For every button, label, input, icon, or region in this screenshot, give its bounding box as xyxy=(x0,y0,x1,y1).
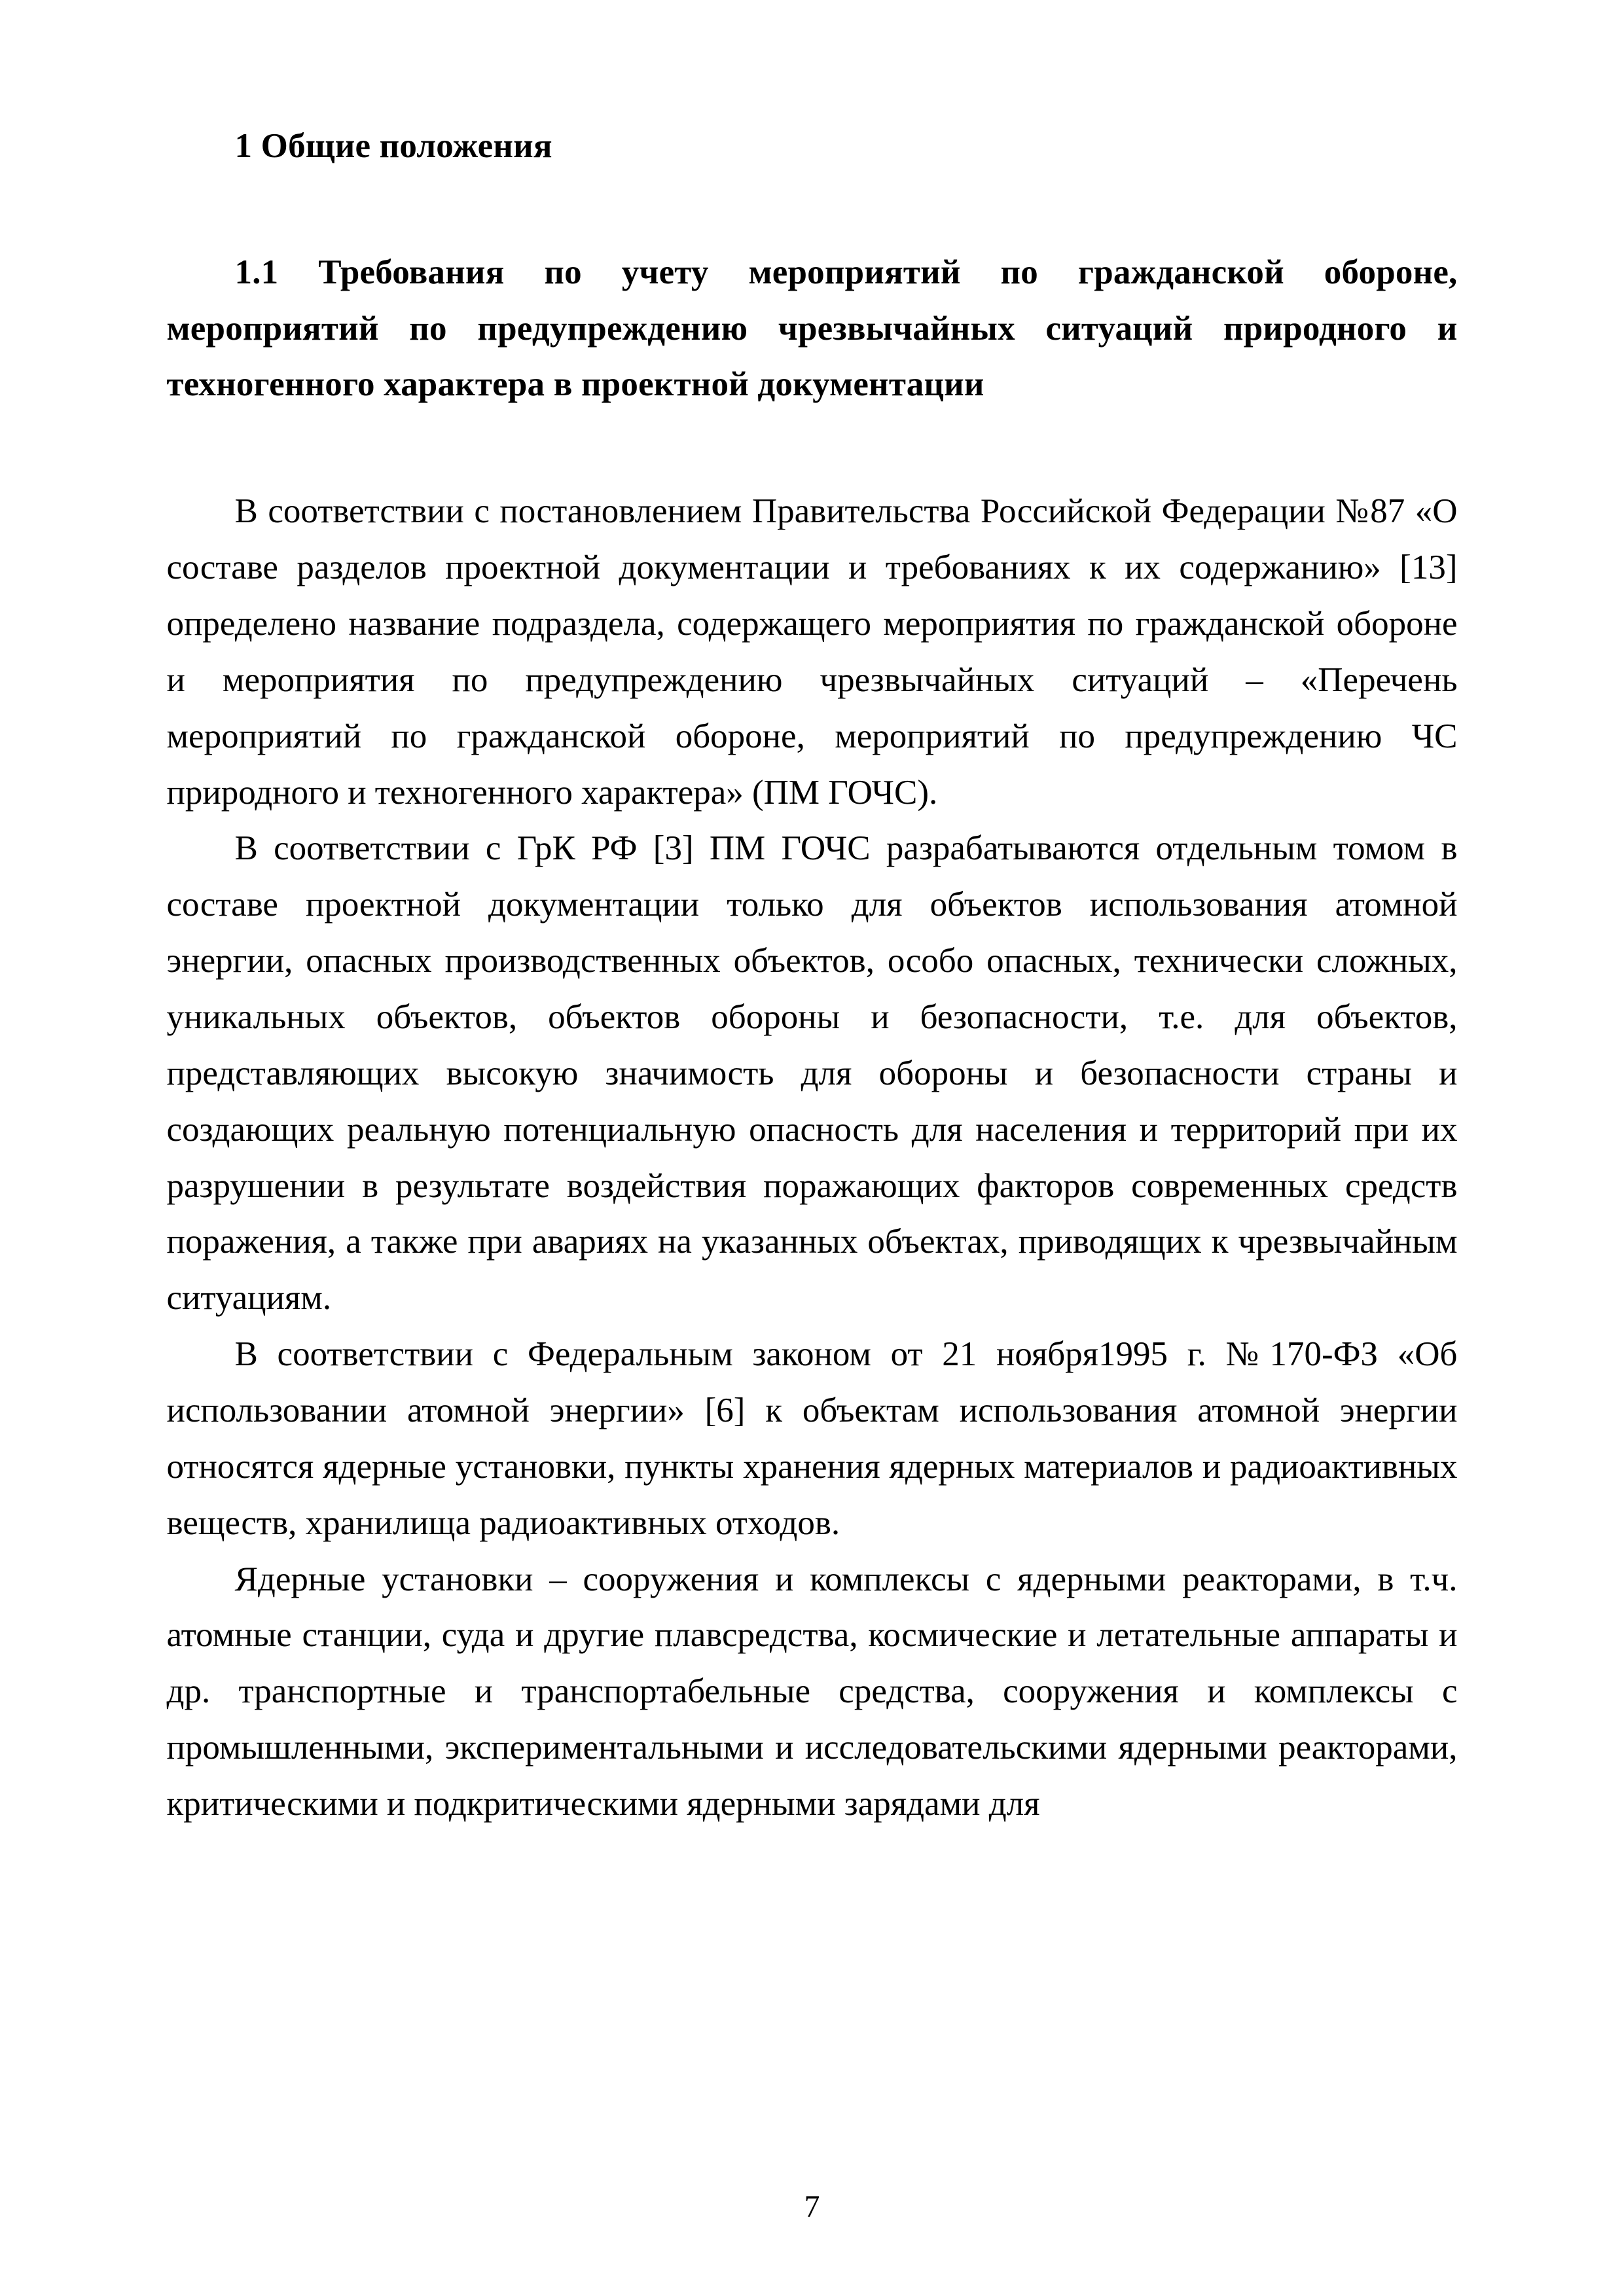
chapter-heading: 1 Общие положения xyxy=(234,127,552,165)
body-paragraph-3: В соответствии с Федеральным законом от 21 ноября1995 г. №170-ФЗ «Об использовании атомной энергии» [6] к объектам использования атомной энергии относятся ядерные установки, пункты хранения ядерных материалов и радиоактивных веществ, хранилища радиоактивных отходов. xyxy=(166,1335,1458,1542)
body-paragraph-1: В соответствии с постановлением Правительства Российской Федерации №87 «О составе разделов проектной документации и требованиях к их содержанию» [13] определено название подраздела, содержащего мероприятия по гражданской обороне и мероприятия по предупреждению чрезвычайных ситуаций – «Перечень мероприятий по гражданской обороне, мероприятий по предупреждению ЧС природного и техногенного характера» (ПМ ГОЧС). xyxy=(166,492,1458,812)
body-paragraph-4: Ядерные установки – сооружения и комплексы с ядерными реакторами, в т.ч. атомные станции, суда и другие плавсредства, космические и летательные аппараты и др. транспортные и транспортабельные средства, сооружения и комплексы с промышленными, экспериментальными и исследовательскими ядерными реакторами, критическими и подкритическими ядерными зарядами для xyxy=(166,1560,1458,1823)
section-heading: 1.1 Требования по учету мероприятий по гражданской обороне, мероприятий по предупреждению чрезвычайных ситуаций природного и техногенного характера в проектной документации xyxy=(166,253,1458,404)
body-paragraph-2: В соответствии с ГрК РФ [3] ПМ ГОЧС разрабатываются отдельным томом в составе проектной документации только для объектов использования атомной энергии, опасных производственных объектов, особо опасных, технически сложных, уникальных объектов, объектов обороны и безопасности, т.е. для объектов, представляющих высокую значимость для обороны и безопасности страны и создающих реальную потенциальную опасность для населения и территорий при их разрушении в результате воздействия поражающих факторов современных средств поражения, а также при авариях на указанных объектах, приводящих к чрезвычайным ситуациям. xyxy=(166,829,1458,1318)
page-content xyxy=(167,128,1458,1833)
page-number: 7 xyxy=(804,2189,820,2224)
